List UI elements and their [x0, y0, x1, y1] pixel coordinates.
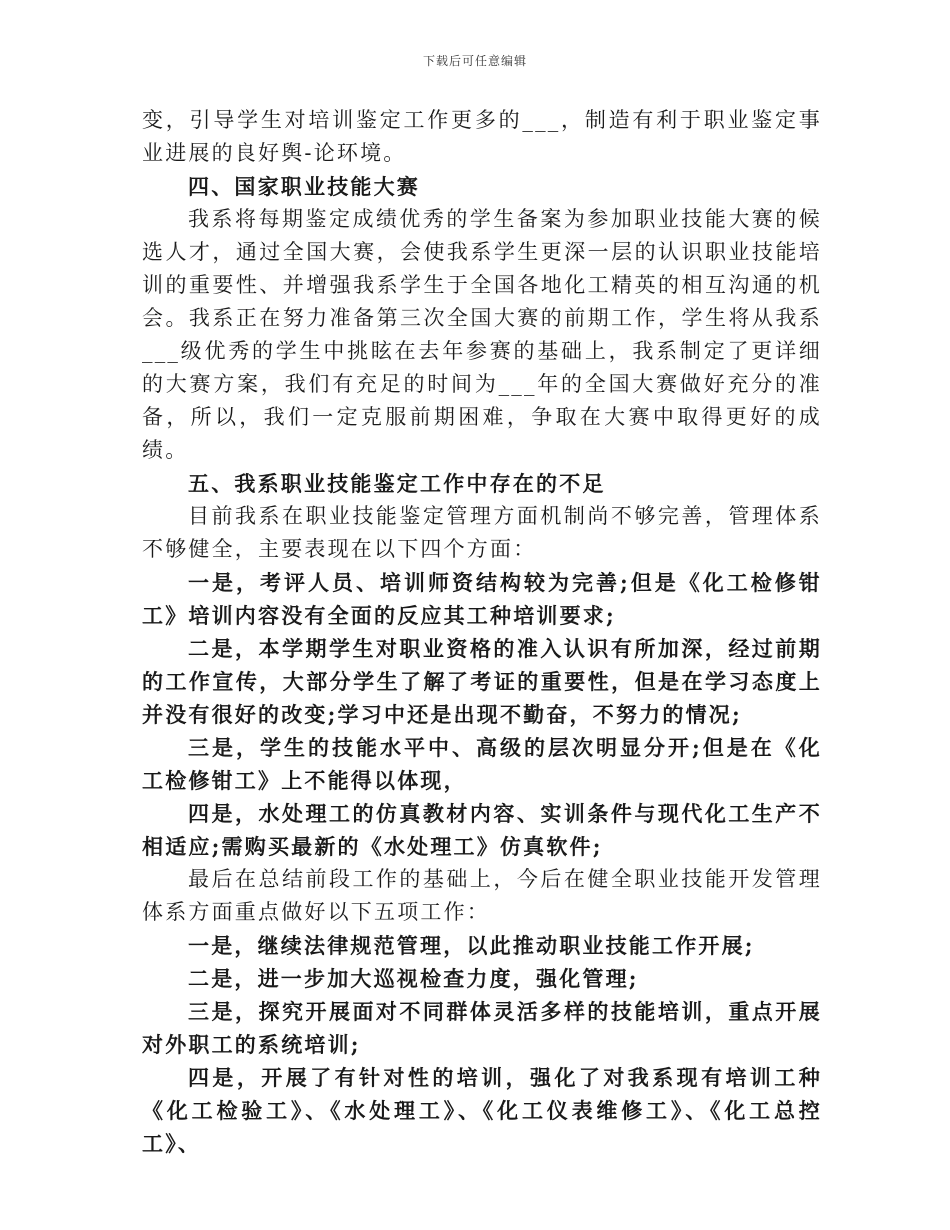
list-item-work-2: 二是，进一步加大巡视检查力度，强化管理; — [188, 966, 639, 991]
paragraph-continued: 变，引导学生对培训鉴定工作更多的___，制造有利于职业鉴定事业进展的良好舆-论环境。 — [142, 108, 822, 165]
section-heading-4: 四、国家职业技能大赛 — [188, 174, 420, 199]
list-item-work-1: 一是，继续法律规范管理，以此推动职业技能工作开展; — [188, 933, 755, 958]
list-item-shortcoming-3: 三是，学生的技能水平中、高级的层次明显分开;但是在《化工检修钳工》上不能得以体现， — [142, 735, 822, 793]
list-item-work-4: 四是，开展了有针对性的培训，强化了对我系现有培训工种《化工检验工》、《水处理工》、《化工仪表维修工》、《化工总控工》、 — [142, 1065, 822, 1156]
document-body — [142, 104, 822, 1160]
list-item-work-3: 三是，探究开展面对不同群体灵活多样的技能培训，重点开展对外职工的系统培训; — [142, 999, 822, 1057]
list-item-shortcoming-1: 一是，考评人员、培训师资结构较为完善;但是《化工检修钳工》培训内容没有全面的反应其工种培训要求; — [142, 570, 822, 628]
list-item-shortcoming-2: 二是，本学期学生对职业资格的准入认识有所加深，经过前期的工作宣传，大部分学生了解了考证的重要性，但是在学习态度上并没有很好的改变;学习中还是出现不勤奋，不努力的情况; — [142, 636, 822, 727]
page-header: 下载后可任意编辑 — [422, 54, 527, 68]
list-item-shortcoming-4: 四是，水处理工的仿真教材内容、实训条件与现代化工生产不相适应;需购买最新的《水处理工》仿真软件; — [142, 801, 822, 859]
paragraph-competition: 我系将每期鉴定成绩优秀的学生备案为参加职业技能大赛的候选人才，通过全国大赛，会使我系学生更深一层的认识职业技能培训的重要性、并增强我系学生于全国各地化工精英的相互沟通的机会。我系正在努力准备第三次全国大赛的前期工作，学生将从我系___级优秀的学生中挑眩在去年参赛的基础上，我系制定了更详细的大赛方案，我们有充足的时间为___年的全国大赛做好充分的准备，所以，我们一定克服前期困难，争取在大赛中取得更好的成绩。 — [142, 207, 822, 462]
paragraph-future-work-intro: 最后在总结前段工作的基础上，今后在健全职业技能开发管理体系方面重点做好以下五项工作： — [142, 867, 822, 924]
section-heading-5: 五、我系职业技能鉴定工作中存在的不足 — [188, 471, 606, 496]
paragraph-shortcomings-intro: 目前我系在职业技能鉴定管理方面机制尚不够完善，管理体系不够健全，主要表现在以下四个方面： — [142, 504, 822, 561]
